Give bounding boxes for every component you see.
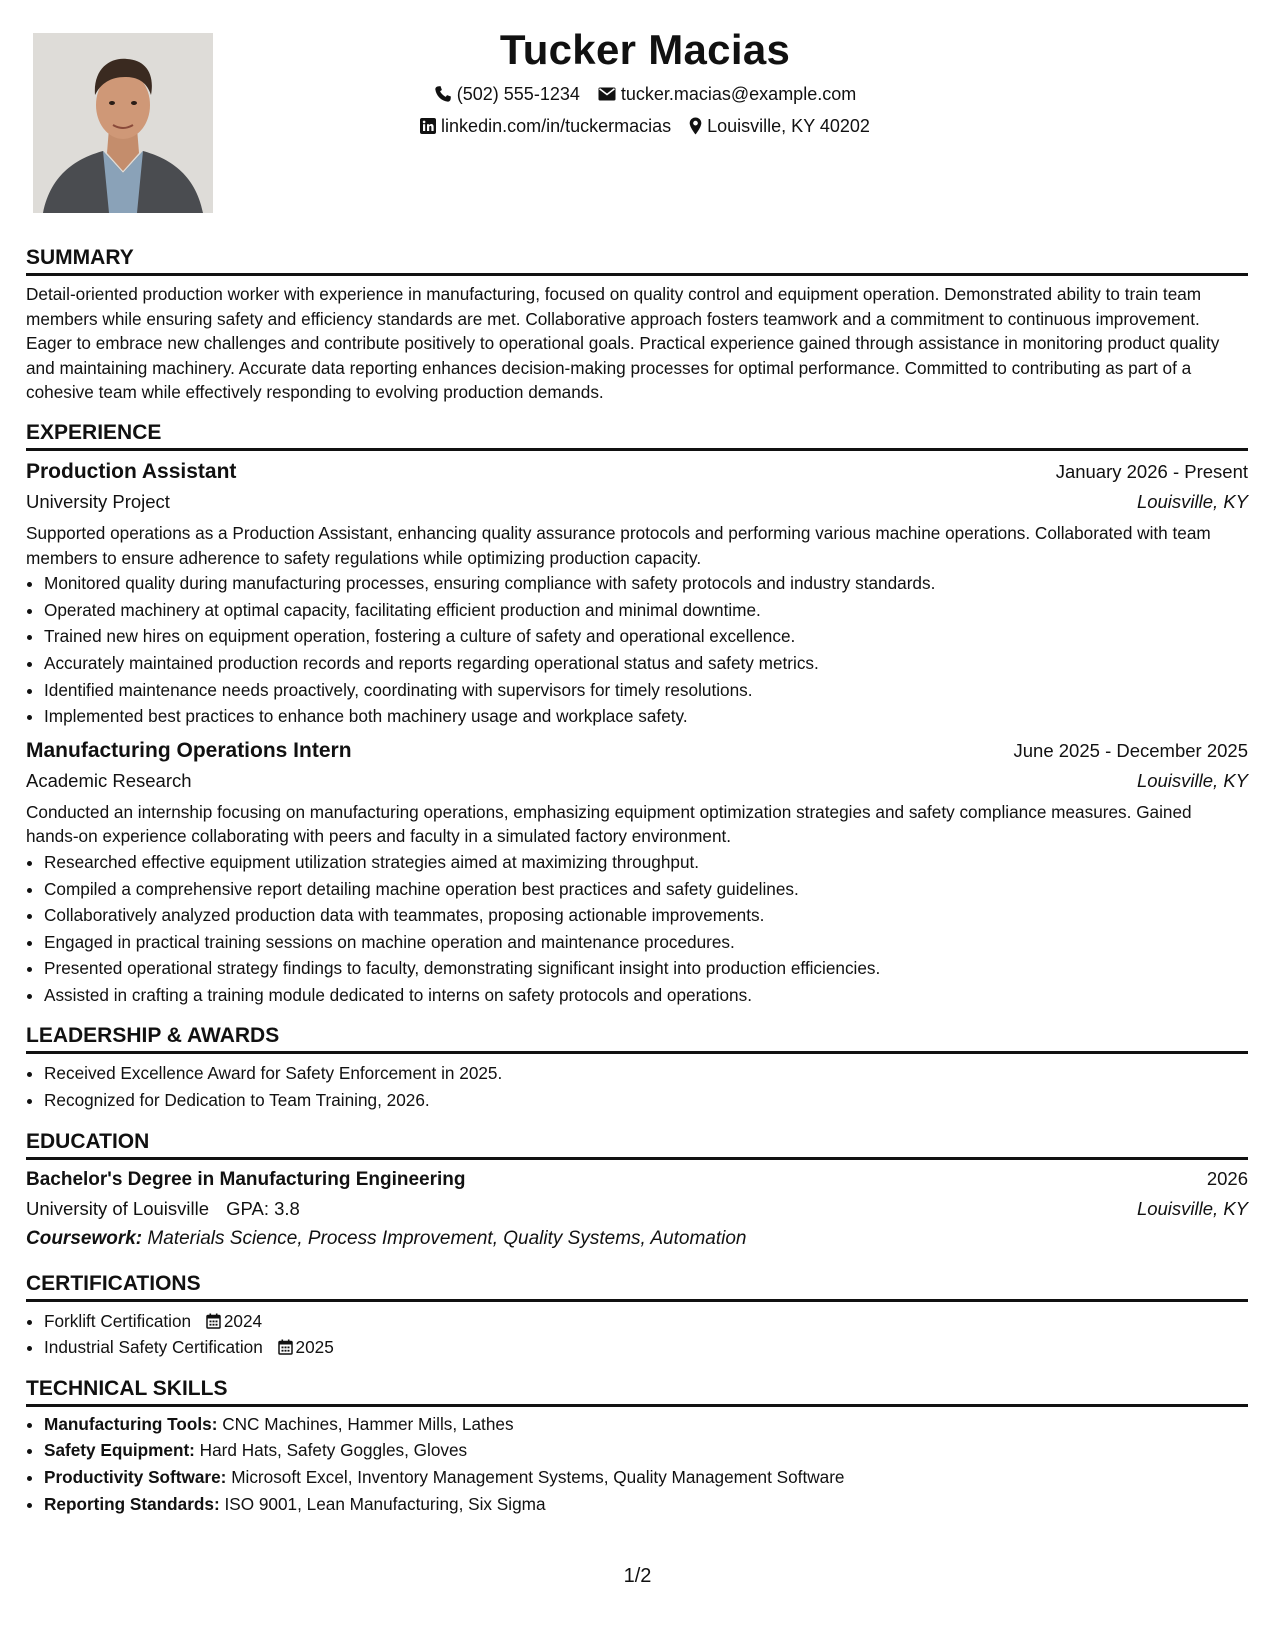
location-contact	[689, 110, 870, 142]
page-number: 1/2	[623, 1565, 652, 1587]
list-item: • Accurately maintained production records and reports regarding operational status and safety metrics.	[44, 650, 1248, 677]
email-text[interactable]: tucker.macias@example.com	[620, 84, 857, 104]
list-item	[44, 1334, 1248, 1361]
summary-text: Detail-oriented production worker with experience in manufacturing, focused on quality control and equipment operation. Demonstrated ability to train team members while ensuring safety and efficiency standards are met. Collaborative approach fosters teamwork and a commitment to continuous improvement. Eager to embrace new challenges and contribute positively to operational goals. Practical experience gained through assistance in monitoring product quality and maintaining machinery. Accurate data reporting enhances decision-making processes for optimal performance. Committed to contributing as part of a cohesive team while effectively responding to evolving production demands.	[26, 284, 1220, 403]
linkedin-icon	[420, 118, 436, 134]
skill-category: Productivity Software:	[44, 1467, 227, 1488]
list-item	[44, 1464, 1248, 1491]
skills-section	[26, 1375, 1248, 1517]
coursework-list: Materials Science, Process Improvement, Quality Systems, Automation	[147, 1227, 747, 1249]
job-title: Production Assistant	[26, 459, 237, 483]
contact-row-2	[300, 110, 990, 142]
phone-contact	[434, 78, 580, 110]
list-item: • Researched effective equipment utilization strategies aimed at maximizing throughput.	[44, 849, 1248, 876]
job-entry	[26, 457, 1248, 730]
calendar-icon	[206, 1313, 221, 1329]
coursework	[26, 1224, 1248, 1254]
certifications-section	[26, 1270, 1248, 1361]
profile-photo	[33, 33, 213, 213]
list-item: • Presented operational strategy findings to faculty, demonstrating significant insight into production efficiencies.	[44, 955, 1248, 982]
list-item: • Collaboratively analyzed production data with teammates, proposing actionable improvements.	[44, 902, 1248, 929]
job-dates: June 2025 - December 2025	[1013, 739, 1248, 761]
gpa: GPA: 3.8	[226, 1197, 300, 1219]
certification-year: 2025	[295, 1337, 334, 1358]
email-contact[interactable]	[598, 78, 856, 110]
linkedin-contact[interactable]	[420, 110, 671, 142]
linkedin-text[interactable]: linkedin.com/in/tuckermacias	[441, 116, 672, 136]
list-item: • Identified maintenance needs proactively, coordinating with supervisors for timely resolutions.	[44, 677, 1248, 704]
leadership-section	[26, 1022, 1248, 1113]
skills-heading: TECHNICAL SKILLS	[26, 1375, 1248, 1407]
education-section	[26, 1128, 1248, 1254]
list-item	[44, 1437, 1248, 1464]
skill-values: Hard Hats, Safety Goggles, Gloves	[199, 1440, 468, 1461]
graduation-year: 2026	[1206, 1167, 1248, 1189]
job-organization: Academic Research	[26, 769, 192, 791]
degree-title: Bachelor's Degree in Manufacturing Engineering	[26, 1168, 466, 1190]
list-item: • Recognized for Dedication to Team Training, 2026.	[44, 1087, 1248, 1114]
envelope-icon	[598, 87, 616, 101]
leadership-heading: LEADERSHIP & AWARDS	[26, 1022, 1248, 1054]
list-item: • Compiled a comprehensive report detailing machine operation best practices and safety guidelines.	[44, 876, 1248, 903]
list-item	[44, 1411, 1248, 1438]
job-bullets	[26, 849, 1248, 1009]
job-description: Supported operations as a Production Assistant, enhancing quality assurance protocols and performing various machine operations. Collaborated with team members to ensure adherence to safety regulations while optimizing production capacity.	[26, 522, 1211, 568]
list-item: • Implemented best practices to enhance both machinery usage and workplace safety.	[44, 703, 1248, 730]
resume-header	[300, 22, 990, 142]
summary-heading: SUMMARY	[26, 244, 1248, 276]
school-name: University of Louisville	[26, 1197, 210, 1219]
list-item: • Operated machinery at optimal capacity, facilitating efficient production and minimal downtime.	[44, 597, 1248, 624]
coursework-label: Coursework:	[26, 1227, 143, 1249]
list-item	[44, 1491, 1248, 1518]
list-item: • Engaged in practical training sessions on machine operation and maintenance procedures.	[44, 929, 1248, 956]
job-title: Manufacturing Operations Intern	[26, 738, 352, 762]
list-item: • Assisted in crafting a training module dedicated to interns on safety protocols and operations.	[44, 982, 1248, 1009]
experience-section	[26, 419, 1248, 1009]
job-entry	[26, 736, 1248, 1009]
skills-list	[26, 1411, 1248, 1517]
list-item	[44, 1308, 1248, 1335]
leadership-list	[26, 1060, 1248, 1113]
calendar-icon	[278, 1339, 293, 1355]
school-location: Louisville, KY	[1136, 1197, 1248, 1219]
certifications-list	[26, 1308, 1248, 1361]
list-item: • Trained new hires on equipment operation, fostering a culture of safety and operational excellence.	[44, 623, 1248, 650]
portrait-image	[33, 33, 213, 213]
skill-category: Manufacturing Tools:	[44, 1413, 218, 1434]
phone-icon	[434, 85, 452, 103]
certifications-heading: CERTIFICATIONS	[26, 1270, 1248, 1302]
skill-values: Microsoft Excel, Inventory Management Systems, Quality Management Software	[231, 1467, 845, 1488]
contact-row-1	[300, 78, 990, 110]
location-text: Louisville, KY 40202	[707, 116, 870, 136]
certification-name: Forklift Certification	[44, 1310, 192, 1331]
education-heading: EDUCATION	[26, 1128, 1248, 1160]
skill-values: CNC Machines, Hammer Mills, Lathes	[222, 1413, 514, 1434]
job-bullets	[26, 570, 1248, 730]
certification-year: 2024	[223, 1310, 263, 1331]
map-pin-icon	[689, 117, 702, 135]
phone-text: (502) 555-1234	[456, 84, 580, 104]
experience-heading: EXPERIENCE	[26, 419, 1248, 451]
summary-section	[26, 244, 1248, 405]
skill-category: Reporting Standards:	[44, 1493, 220, 1514]
resume-body	[26, 244, 1248, 1517]
skill-category: Safety Equipment:	[44, 1440, 195, 1461]
certification-name: Industrial Safety Certification	[44, 1337, 263, 1358]
list-item: • Monitored quality during manufacturing processes, ensuring compliance with safety protocols and industry standards.	[44, 570, 1248, 597]
candidate-name: Tucker Macias	[499, 26, 791, 73]
job-location: Louisville, KY	[1136, 490, 1248, 512]
job-dates: January 2026 - Present	[1055, 460, 1248, 482]
job-location: Louisville, KY	[1136, 769, 1248, 791]
list-item: • Received Excellence Award for Safety Enforcement in 2025.	[44, 1060, 1248, 1087]
skill-values: ISO 9001, Lean Manufacturing, Six Sigma	[224, 1493, 546, 1514]
job-description: Conducted an internship focusing on manufacturing operations, emphasizing equipment optimization strategies and safety compliance measures. Gained hands-on experience collaborating with peers and faculty in a simulated factory environment.	[26, 801, 1192, 847]
job-organization: University Project	[26, 490, 170, 512]
